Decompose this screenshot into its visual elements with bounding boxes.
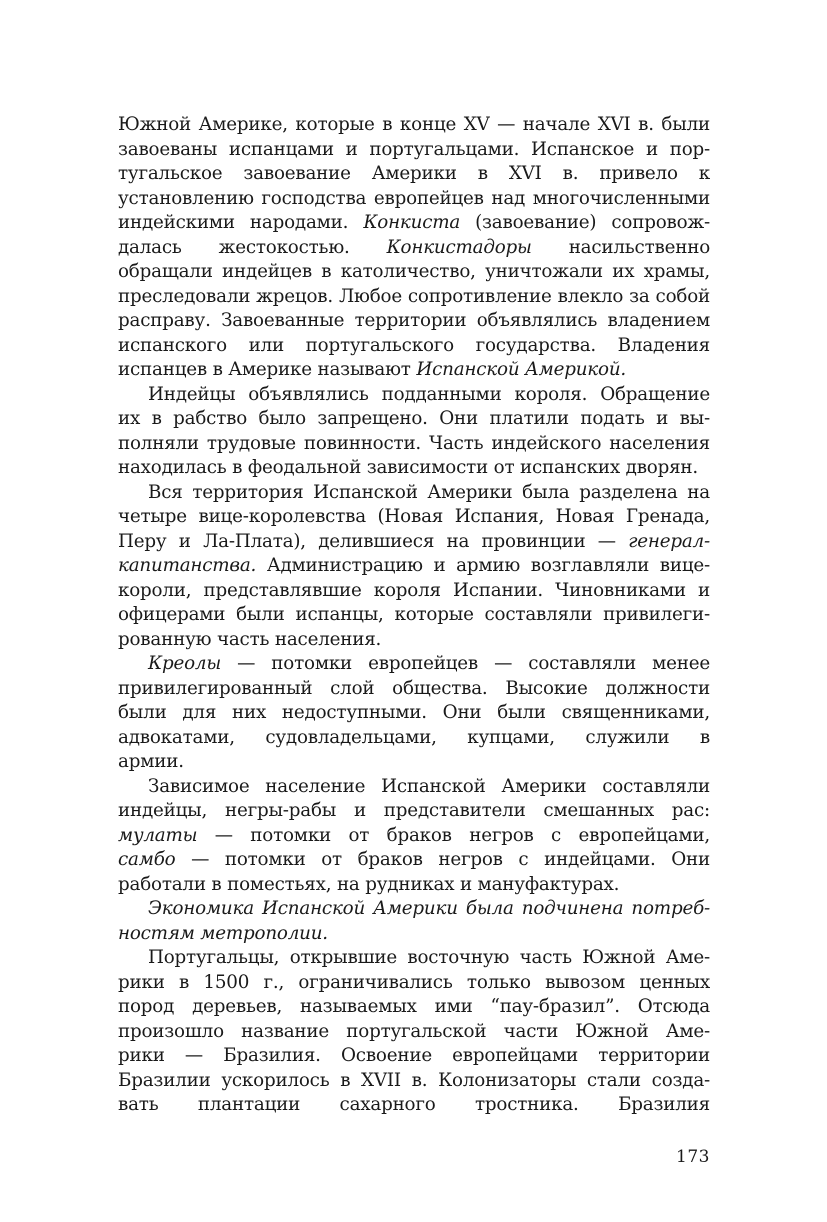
- text-line: рики — Бразилия. Освоение европейцами территории: [118, 1045, 710, 1066]
- text-line: привилегированный слой общества. Высокие должности: [118, 677, 710, 699]
- text-line: рики в 1500 г., ограничивались только вывозом ценных: [118, 971, 710, 993]
- text-line: полняли трудовые повинности. Часть индейского населения: [118, 432, 710, 454]
- term-general-kapitanstva-cont: капитанства.: [118, 555, 257, 576]
- term-ispanskaya-amerika: Испанской Америкой.: [416, 359, 627, 380]
- text-line: работали в поместьях, на рудниках и мануфактурах.: [118, 873, 620, 895]
- text-line: Индейцы объявлялись подданными короля. Обращение: [148, 383, 710, 405]
- text-line: четыре вице-королевства (Новая Испания, Новая Гренада,: [118, 506, 710, 527]
- text-line: индейцы, негры-рабы и представители смешанных рас:: [118, 800, 710, 821]
- text-line: Южной Америке, которые в конце XV — начале XVI в. были: [118, 114, 710, 135]
- text-line: Бразилии ускорилось в XVII в. Колонизаторы стали созда-: [118, 1069, 710, 1091]
- text-line: Зависимое население Испанской Америки составляли: [148, 775, 710, 797]
- text-line: адвокатами, судовладельцами, купцами, служили в: [118, 726, 710, 748]
- term-kreoly: Креолы: [148, 653, 222, 674]
- text-segment: — потомки от браков негров с европейцами,: [214, 824, 710, 846]
- text-segment: Администрацию и армию возглавляли вице-: [266, 555, 710, 576]
- text-line: ностям метрополии.: [118, 922, 328, 944]
- text-line: Португальцы, открывшие восточную часть Южной Аме-: [148, 947, 710, 968]
- text-line: офицерами были испанцы, которые составляли привилеги-: [118, 604, 710, 625]
- text-line: короли, представлявшие короля Испании. Чиновниками и: [118, 579, 710, 601]
- text-line: вать плантации сахарного тростника. Бразилия: [118, 1094, 710, 1115]
- text-segment: (завоевание) сопровож-: [475, 212, 710, 233]
- text-line: [118, 211, 710, 236]
- text-segment: — потомки от браков негров с индейцами. Они: [191, 849, 710, 870]
- text-segment: Перу и Ла-Плата), делившиеся на провинции —: [118, 530, 616, 552]
- text-line: были для них недоступными. Они были священниками,: [118, 702, 710, 723]
- text-line: [118, 358, 710, 383]
- text-line: находилась в феодальной зависимости от испанских дворян.: [118, 457, 699, 478]
- page-number: 173: [676, 1147, 710, 1167]
- text-line: [118, 824, 710, 849]
- text-line: Экономика Испанской Америки была подчинена потреб-: [148, 898, 710, 919]
- text-line: [118, 848, 710, 873]
- term-sambo: самбо: [118, 849, 176, 870]
- term-konkistadory: Конкистадоры: [386, 236, 532, 258]
- text-line: завоеваны испанцами и португальцами. Испанское и пор-: [118, 138, 710, 160]
- text-line: расправу. Завоеванные территории объявлялись владением: [118, 310, 710, 331]
- text-line: [118, 530, 710, 555]
- text-segment: испанцев в Америке называют: [118, 359, 411, 380]
- text-line: установлению господства европейцев над многочисленными: [118, 187, 710, 209]
- text-segment: индейскими народами.: [118, 212, 349, 233]
- text-line: произошло название португальской части Южной Аме-: [118, 1020, 710, 1042]
- text-line: рованную часть населения.: [118, 628, 382, 650]
- term-general-kapitanstva: генерал-: [628, 530, 710, 552]
- term-mulaty: мулаты: [118, 824, 198, 846]
- text-line: Вся территория Испанской Америки была разделена на: [148, 481, 710, 503]
- text-line: тугальское завоевание Америки в XVI в. привело к: [118, 163, 710, 184]
- page-text: [118, 113, 710, 1118]
- text-line: обращали индейцев в католичество, уничтожали их храмы,: [118, 261, 710, 282]
- text-line: преследовали жрецов. Любое сопротивление влекло за собой: [118, 285, 710, 307]
- text-line: [118, 236, 710, 261]
- text-line: [118, 652, 710, 677]
- term-konkista: Конкиста: [363, 212, 461, 233]
- text-segment: насильственно: [568, 236, 710, 258]
- text-line: их в рабство было запрещено. Они платили подать и вы-: [118, 408, 710, 429]
- text-line: испанского или португальского государства. Владения: [118, 334, 710, 356]
- text-line: [118, 554, 710, 579]
- text-segment: — потомки европейцев — составляли менее: [237, 653, 710, 674]
- text-line: пород деревьев, называемых ими “пау-бразил”. Отсюда: [118, 996, 710, 1017]
- text-line: армии.: [118, 751, 184, 772]
- text-segment: далась жестокостью.: [118, 236, 350, 258]
